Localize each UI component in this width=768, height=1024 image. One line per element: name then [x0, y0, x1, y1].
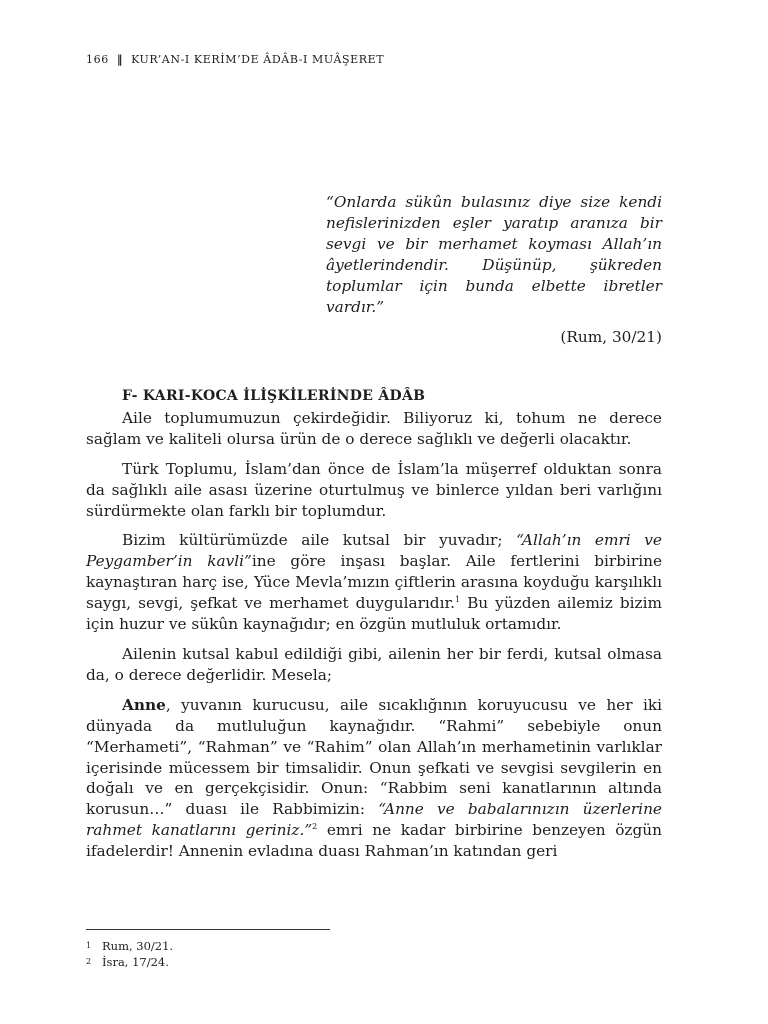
header-separator: ‖ — [116, 53, 124, 66]
epigraph-quote: “Onlarda sükûn bulasınız diye size kendi nefislerinizden eşler yaratıp aranıza bir sevgi ve bir merhamet koyması Allah’ın âyetlerindendir. Düşünüp, şükreden toplumlar için bunda elbette ibretler vardır.” — [326, 193, 662, 316]
paragraph-2: Türk Toplumu, İslam’dan önce de İslam’la müşerref olduktan sonra da sağlıklı aile asası üzerine oturtulmuş ve binlerce yıldan beri varlığını sürdürmekte olan farklı bir toplumdur. — [86, 459, 662, 520]
footnote-ref-1: 1 — [454, 595, 461, 605]
paragraph-5-part-b: emri ne kadar birbirine benzeyen özgün ifadelerdir! Annenin evladına duası Rahman’ın katından geri — [86, 821, 662, 861]
running-title: KUR’AN-I KERİM’DE ÂDÂB-I MUÂŞERET — [131, 53, 385, 66]
paragraph-5-bold: Anne — [122, 695, 166, 714]
epigraph-source: (Rum, 30/21) — [560, 328, 662, 346]
paragraph-3 — [86, 530, 662, 635]
footnote-divider — [86, 929, 330, 930]
footnotes — [86, 938, 173, 970]
footnote-number: 2 — [86, 957, 92, 966]
footnote-number: 1 — [86, 941, 92, 950]
footnote — [86, 954, 173, 970]
running-header — [86, 53, 384, 66]
section-title: F- KARI-KOCA İLİŞKİLERİNDE ÂDÂB — [122, 388, 426, 404]
paragraph-4: Ailenin kutsal kabul edildiği gibi, ailenin her bir ferdi, kutsal olmasa da, o derece değerlidir. Mesela; — [86, 644, 662, 684]
paragraph-1: Aile toplumumuzun çekirdeğidir. Biliyoruz ki, tohum ne derece sağlam ve kaliteli olursa ürün de o derece sağlıklı ve değerli olacaktır. — [86, 408, 662, 448]
page-number: 166 — [86, 53, 109, 66]
paragraph-3-part-a: Bizim kültürümüzde aile kutsal bir yuvadır; — [122, 531, 517, 550]
paragraph-3-part-c: Bu yüzden ailemiz bizim için huzur ve sükûn kaynağıdır; en özgün mutluluk ortamıdır. — [86, 594, 662, 634]
paragraph-5-part-a: , yuvanın kurucusu, aile sıcaklığının koruyucusu ve her iki dünyada da mutluluğun kaynağıdır. “Rahmi” sebebiyle onun “Merhameti”, “Rahman” ve “Rahim” olan Allah’ın merhametinin varlıklar içerisinde mücessem bir timsalidir. Onun şefkati ve sevgisi sevgilerin en doğalı ve en gerçekçisidir. Onun: “Rabbim seni kanatlarının altında korusun…” duası ile Rabbimizin: — [86, 695, 662, 819]
paragraph-3-part-b: ine göre inşası başlar. Aile fertlerini birbirine kaynaştıran harç ise, Yüce Mevla’mızın çiftlerin arasına koyduğu karşılıklı saygı, sevgi, şefkat ve merhamet duygularıdır. — [86, 552, 662, 613]
paragraph-5-italic: “Anne ve babalarınızın üzerlerine rahmet kanatlarını geriniz.” — [86, 800, 662, 840]
footnote-text: İsra, 17/24. — [102, 955, 169, 969]
paragraph-3-italic: “Allah’ın emri ve Peygamber’in kavli” — [86, 531, 662, 571]
footnote-text: Rum, 30/21. — [102, 939, 174, 953]
paragraph-5 — [86, 695, 662, 862]
footnote-ref-2: 2 — [312, 822, 318, 832]
main-text — [86, 386, 662, 871]
footnote — [86, 938, 173, 954]
